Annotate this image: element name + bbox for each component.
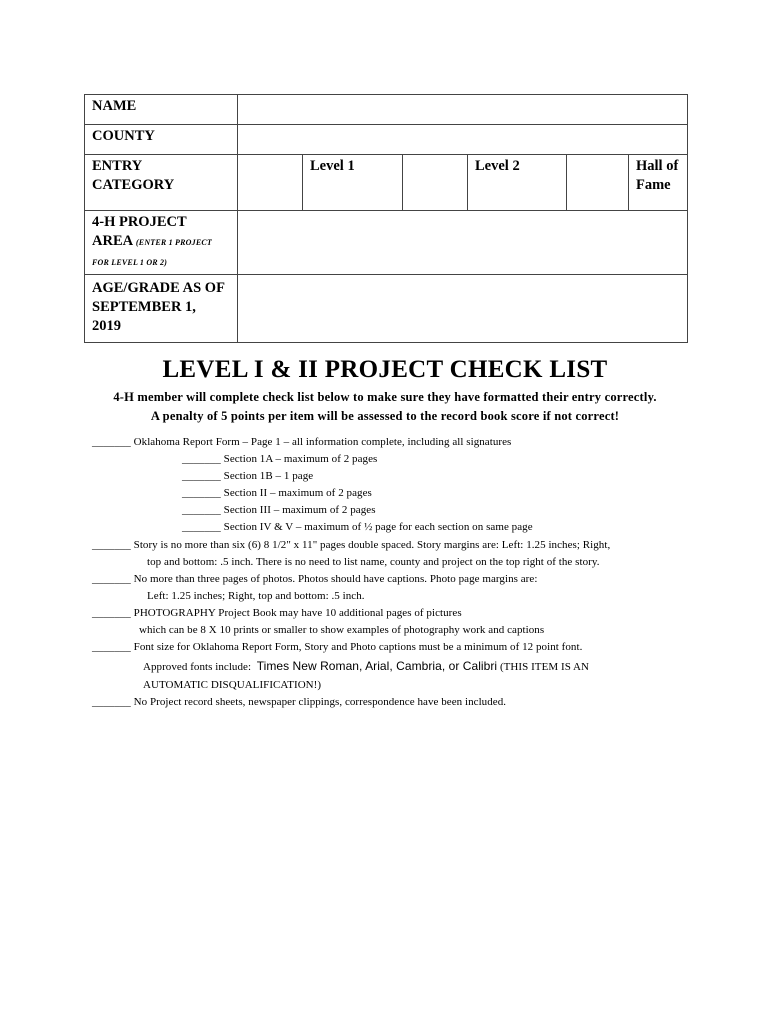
checklist-item-record-sheets: _______ No Project record sheets, newspaper clippings, correspondence have been included. [92,696,507,708]
age-grade-label-line3: 2019 [92,318,121,334]
level2-label: Level 2 [468,155,567,211]
checklist-item-story-cont: top and bottom: .5 inch. There is no need to list name, county and project on the top right of the story. [147,556,600,568]
age-grade-label [85,275,238,343]
checklist-subitem-section-1a: _______ Section 1A – maximum of 2 pages [182,453,378,465]
entry-info-table [84,94,688,343]
hall-of-fame-label-line2: Fame [636,177,671,193]
approved-fonts-prefix: Approved fonts include: [143,661,252,673]
name-field[interactable] [238,95,688,125]
hall-of-fame-label-line1: Hall of [636,158,679,174]
checklist-item-disqualification: AUTOMATIC DISQUALIFICATION!) [143,679,322,691]
checklist-subitem-section-2: _______ Section II – maximum of 2 pages [182,487,372,499]
instruction-line-1: 4-H member will complete check list below to make sure they have formatted their entry correctly. [113,390,657,404]
project-area-field[interactable] [238,211,688,275]
project-area-label [85,211,238,275]
approved-fonts-suffix: (THIS ITEM IS AN [499,661,590,673]
checklist-item-photos: _______ No more than three pages of photos. Photos should have captions. Photo page margins are: [92,573,538,585]
checklist-item-story: _______ Story is no more than six (6) 8 1/2" x 11" pages double spaced. Story margins are: Left: 1.25 inches; Right, [92,539,611,551]
level1-label: Level 1 [303,155,403,211]
approved-fonts-list: Times New Roman, Arial, Cambria, or Calibri [256,659,498,673]
checklist-subitem-section-1b: _______ Section 1B – 1 page [182,470,314,482]
county-field[interactable] [238,125,688,155]
checklist-item-fonts-line [143,659,589,673]
level1-checkbox[interactable] [238,155,303,211]
project-area-label-line2: AREA [92,233,133,249]
checklist-subitem-section-3: _______ Section III – maximum of 2 pages [182,504,376,516]
age-grade-label-line1: AGE/GRADE AS OF [92,280,225,296]
project-area-label-line1: 4-H PROJECT [92,214,187,230]
checklist-item-photography-book: _______ PHOTOGRAPHY Project Book may have 10 additional pages of pictures [92,607,462,619]
checklist-item-photography-book-cont: which can be 8 X 10 prints or smaller to show examples of photography work and captions [139,624,545,636]
county-label: COUNTY [85,125,238,155]
checklist-item-font-size: _______ Font size for Oklahoma Report Form, Story and Photo captions must be a minimum of 12 point font. [92,641,583,653]
name-label: NAME [85,95,238,125]
checklist-item-report-form: _______ Oklahoma Report Form – Page 1 – all information complete, including all signatures [92,436,512,448]
checklist-subitem-section-4-5: _______ Section IV & V – maximum of ½ page for each section on same page [182,521,533,533]
entry-category-label-line1: ENTRY [92,158,143,174]
age-grade-label-line2: SEPTEMBER 1, [92,299,196,315]
hall-of-fame-checkbox[interactable] [567,155,629,211]
checklist-item-photos-cont: Left: 1.25 inches; Right, top and bottom: .5 inch. [147,590,365,602]
page-title: LEVEL I & II PROJECT CHECK LIST [162,356,608,383]
level2-checkbox[interactable] [403,155,468,211]
penalty-line: A penalty of 5 points per item will be assessed to the record book score if not correct! [150,409,620,423]
project-area-note-line2: FOR LEVEL 1 OR 2) [92,258,168,267]
entry-category-label [85,155,238,211]
hall-of-fame-label [629,155,688,211]
age-grade-field[interactable] [238,275,688,343]
project-area-note-line1: (ENTER 1 PROJECT [135,238,213,247]
entry-category-label-line2: CATEGORY [92,177,175,193]
